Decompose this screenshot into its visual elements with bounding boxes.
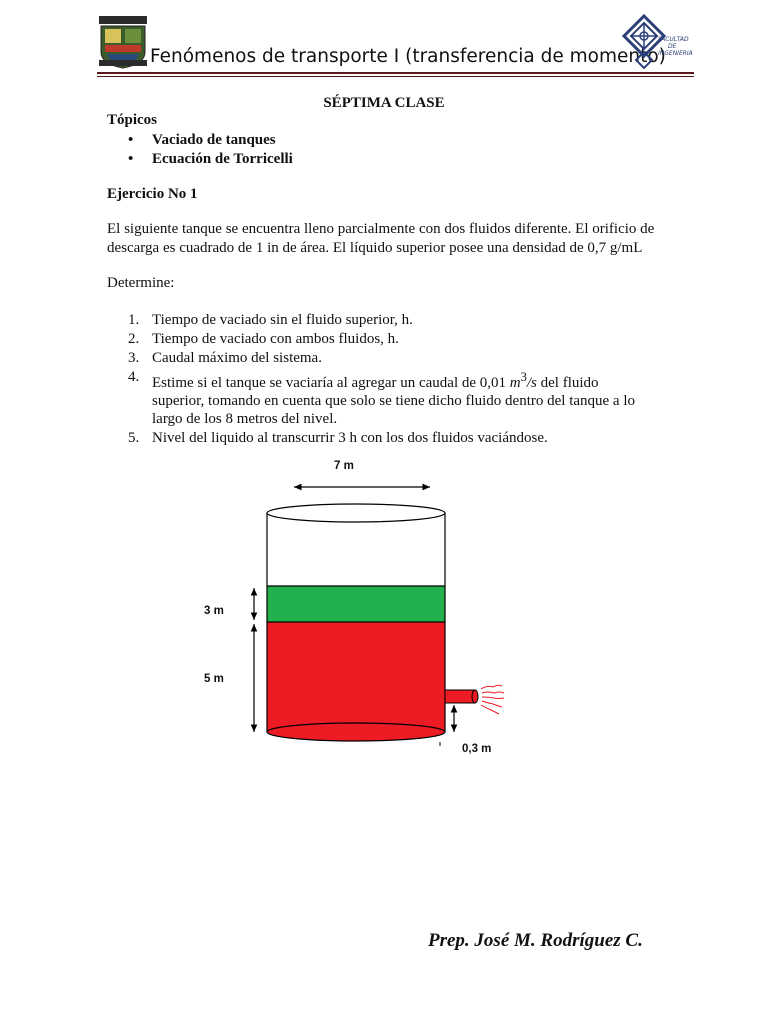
flow-unit-base: m [509, 375, 521, 391]
faculty-logo-text-2: DE [668, 43, 677, 50]
task-number: 5. [128, 430, 140, 446]
orifice-height-label: 0,3 m [462, 743, 492, 755]
exercise-heading: Ejercicio No 1 [107, 186, 198, 202]
width-label: 7 m [334, 460, 354, 472]
tank-top-ellipse [267, 504, 445, 522]
task-text-before: Estime si el tanque se vaciaría al agregar un caudal de 0,01 [152, 375, 510, 391]
task-item [107, 368, 647, 428]
task-text: Tiempo de vaciado con ambos fluidos, h. [152, 331, 399, 347]
task-number: 3. [128, 350, 140, 366]
university-crest-logo-icon [97, 14, 149, 70]
task-item [107, 330, 647, 348]
topic-item: • Ecuación de Torricelli [107, 150, 293, 169]
topics-heading: Tópicos [107, 112, 158, 128]
author-signature: Prep. José M. Rodríguez C. [428, 930, 643, 951]
tank-diagram [0, 440, 768, 770]
task-number: 4. [128, 369, 140, 385]
task-text: Tiempo de vaciado sin el fluido superior, h. [152, 312, 413, 328]
faculty-logo-text-3: INGENIERIA [658, 50, 693, 57]
header-rule-thin [97, 76, 694, 77]
task-text: Caudal máximo del sistema. [152, 350, 322, 366]
faculty-diamond-logo-icon [622, 14, 694, 78]
discharge-pipe-end [472, 690, 478, 703]
determine-label: Determine: [107, 275, 175, 291]
exercise-paragraph: El siguiente tanque se encuentra lleno parcialmente con dos fluidos diferente. El orificio de descarga es cuadrado de 1 in de área. El líquido superior posee una densidad de 0,7 g/mL [107, 221, 655, 256]
upper-height-label: 3 m [204, 605, 224, 617]
flow-unit-exponent: 3 [520, 370, 527, 384]
task-number: 2. [128, 331, 140, 347]
faculty-logo-text-1: FACULTAD [658, 36, 689, 43]
upper-fluid [267, 586, 445, 622]
task-item [107, 349, 647, 367]
tank-bottom-ellipse [267, 723, 445, 741]
lower-fluid [267, 622, 445, 732]
class-title: SÉPTIMA CLASE [323, 95, 445, 111]
flow-unit-rest: /s [526, 375, 537, 391]
discharge-spray-icon [481, 685, 504, 714]
header-title: Fenómenos de transporte I (transferencia de momento) [150, 46, 666, 67]
topic-item: • Vaciado de tanques [107, 131, 293, 150]
task-item [107, 311, 647, 329]
header-rule-thick [97, 72, 694, 74]
task-list [107, 311, 647, 447]
task-text-after: del fluido superior, tomando en cuenta que solo se tiene dicho fluido dentro del tanque a lo largo de los 8 metros del nivel. [152, 375, 636, 427]
lower-height-label: 5 m [204, 673, 224, 685]
task-text: Nivel del liquido al transcurrir 3 h con los dos fluidos vaciándose. [152, 430, 548, 446]
topics-list [107, 131, 293, 169]
task-number: 1. [128, 312, 140, 328]
discharge-pipe [445, 690, 475, 703]
